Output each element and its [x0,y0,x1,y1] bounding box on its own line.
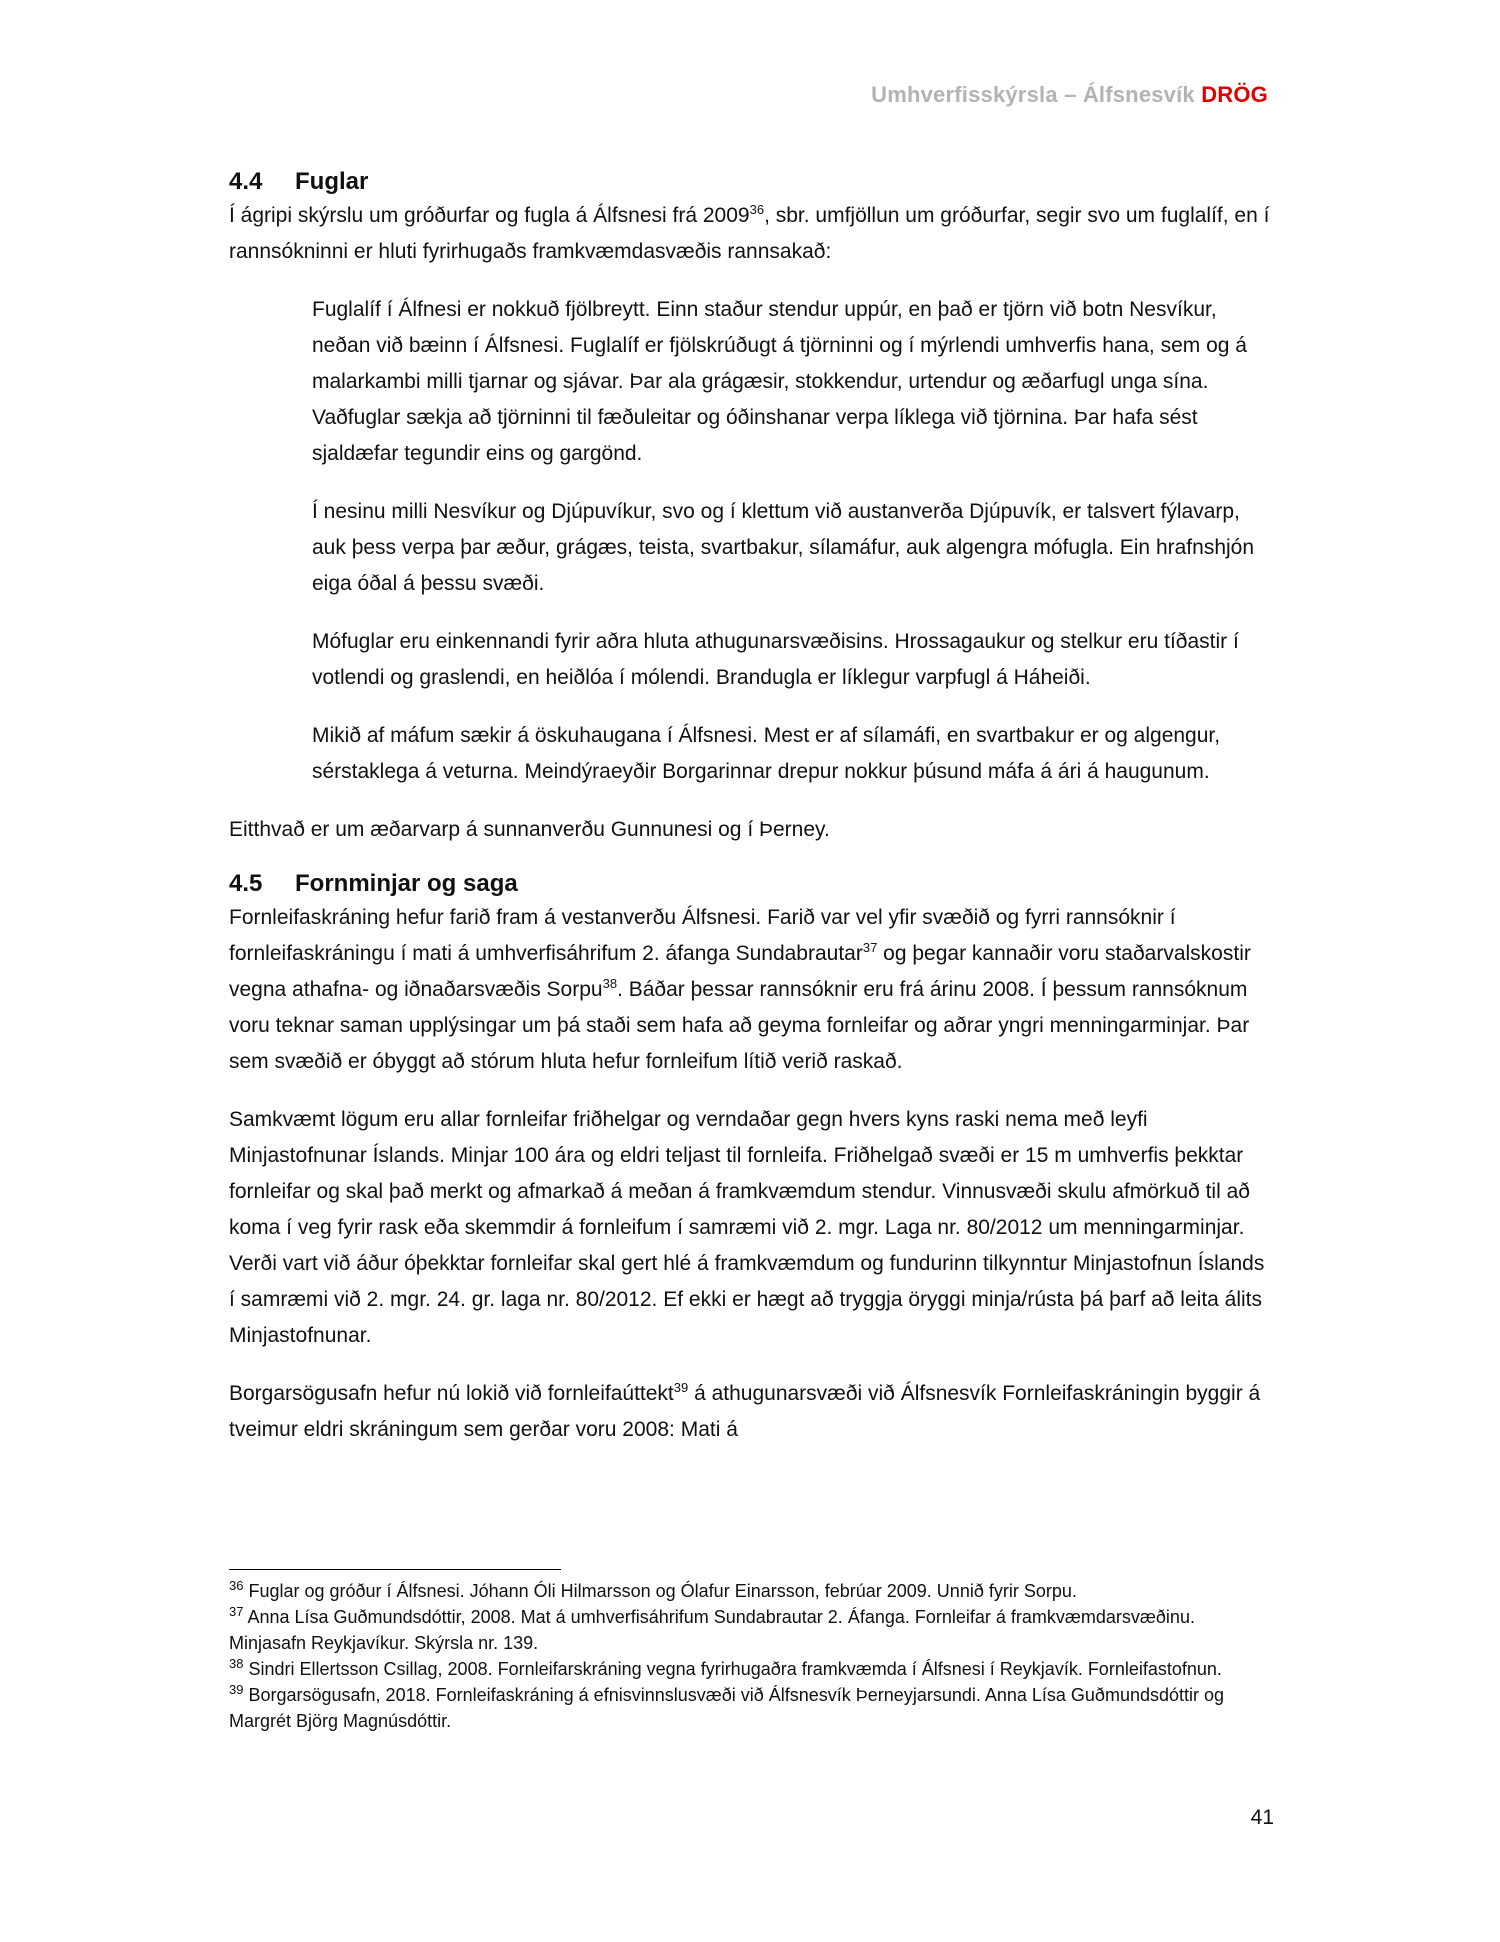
footnote-number: 39 [229,1682,244,1697]
footnote-text: Fuglar og gróður í Álfsnesi. Jóhann Óli Hilmarsson og Ólafur Einarsson, febrúar 2009. Unnið fyrir Sorpu. [243,1581,1077,1601]
quote-paragraph: Mikið af máfum sækir á öskuhaugana í Álfsnesi. Mest er af sílamáfi, en svartbakur er og algengur, sérstaklega á veturna. Meindýraeyðir Borgarinnar drepur nokkur þúsund máfa á ári á haugunum. [312,724,1221,783]
intro-paragraph [229,198,1274,270]
block-quote [312,292,1274,790]
footnote [229,1604,1274,1656]
footnote-number: 36 [229,1578,244,1593]
text-run: og þegar kannaðir voru staðarvalskostir vegna athafna- og iðnaðarsvæðis Sorpu [229,942,1251,1001]
body-paragraph: Samkvæmt lögum eru allar fornleifar friðhelgar og verndaðar gegn hvers kyns raski nema með leyfi Minjastofnunar Íslands. Minjar 100 ára og eldri teljast til fornleifa. Friðhelgað svæði er 15 m umhverfis þekktar fornleifar og skal það merkt og afmarkað á meðan á framkvæmdum stendur. Vinnusvæði skulu afmörkuð til að koma í veg fyrir rask eða skemmdir á fornleifum í samræmi við 2. mgr. Laga nr. 80/2012 um menningarminjar. Verði vart við áður óþekktar fornleifar skal gert hlé á framkvæmdum og fundurinn tilkynntur Minjastofnun Íslands í samræmi við 2. mgr. 24. gr. laga nr. 80/2012. Ef ekki er hægt að tryggja öryggi minja/rústa þá þarf að leita álits Minjastofnunar. [229,1108,1265,1347]
section-heading-fornminjar [229,868,1274,900]
page-content [229,166,1274,1448]
section-number: 4.5 [229,870,263,897]
text-run: . Báðar þessar rannsóknir eru frá árinu 2008. Í þessum rannsóknum voru teknar saman upplýsingar um þá staði sem hafa að geyma fornleifar og aðrar yngri menningarminjar. Þar sem svæðið er óbyggt að stórum hluta hefur fornleifum lítið verið raskað. [229,978,1250,1073]
page-number: 41 [1250,1806,1274,1829]
text-run: , sbr. umfjöllun um gróðurfar, segir svo um fuglalíf, en í rannsókninni er hluti fyrirhugaðs framkvæmdasvæðis rannsakað: [229,204,1270,263]
quote-paragraph: Í nesinu milli Nesvíkur og Djúpuvíkur, svo og í klettum við austanverða Djúpuvík, er talsvert fýlavarp, auk þess verpa þar æður, grágæs, teista, svartbakur, sílamáfur, auk algengra mófugla. Ein hrafnshjón eiga óðal á þessu svæði. [312,500,1255,595]
closing-paragraph: Eitthvað er um æðarvarp á sunnanverðu Gunnunesi og í Þerney. [229,818,830,841]
section-title: Fornminjar og saga [295,870,518,897]
running-header [871,82,1268,108]
footnote-separator [229,1569,561,1570]
text-run: á athugunarsvæði við Álfsnesvík Fornleifaskráningin byggir á tveimur eldri skráningum sem gerðar voru 2008: Mati á [229,1382,1261,1441]
footnote-ref: 36 [749,202,765,217]
text-run: Í ágripi skýrslu um gróðurfar og fugla á Álfsnesi frá 2009 [229,204,750,227]
text-run: Borgarsögusafn hefur nú lokið við fornleifaúttekt [229,1382,674,1405]
footnote-ref: 39 [673,1380,689,1395]
footnote-ref: 37 [862,940,878,955]
header-title: Umhverfisskýrsla – Álfsnesvík [871,82,1195,107]
quote-paragraph: Fuglalíf í Álfnesi er nokkuð fjölbreytt. Einn staður stendur uppúr, en það er tjörn við botn Nesvíkur, neðan við bæinn í Álfsnesi. Fuglalíf er fjölskrúðugt á tjörninni og í mýrlendi umhverfis hana, sem og á malarkambi milli tjarnar og sjávar. Þar ala grágæsir, stokkendur, urtendur og æðarfugl unga sína. Vaðfuglar sækja að tjörninni til fæðuleitar og óðinshanar verpa líklega við tjörnina. Þar hafa sést sjaldæfar tegundir eins og gargönd. [312,298,1247,465]
footnote [229,1656,1274,1682]
footnote [229,1682,1274,1734]
text-run: Fornleifaskráning hefur farið fram á vestanverðu Álfsnesi. Farið var vel yfir svæðið og fyrri rannsóknir í fornleifaskráningu í mati á umhverfisáhrifum 2. áfanga Sundabrautar [229,906,1176,965]
draft-label: DRÖG [1201,82,1268,107]
footnote-number: 37 [229,1604,244,1619]
body-paragraph [229,900,1274,1080]
section-number: 4.4 [229,168,263,195]
footnote [229,1578,1274,1604]
section-title: Fuglar [295,168,369,195]
footnote-text: Borgarsögusafn, 2018. Fornleifaskráning á efnisvinnslusvæði við Álfsnesvík Þerneyjarsundi. Anna Lísa Guðmundsdóttir og Margrét Björg Magnúsdóttir. [229,1685,1225,1731]
footnote-text: Sindri Ellertsson Csillag, 2008. Fornleifarskráning vegna fyrirhugaðra framkvæmda í Álfsnesi í Reykjavík. Fornleifastofnun. [243,1659,1222,1679]
footnote-text: Anna Lísa Guðmundsdóttir, 2008. Mat á umhverfisáhrifum Sundabrautar 2. Áfanga. Fornleifar á framkvæmdarsvæðinu. Minjasafn Reykjavíkur. Skýrsla nr. 139. [229,1607,1195,1653]
section-heading-fuglar [229,166,1274,198]
footnote-number: 38 [229,1656,244,1671]
footnotes [229,1578,1274,1734]
quote-paragraph: Mófuglar eru einkennandi fyrir aðra hluta athugunarsvæðisins. Hrossagaukur og stelkur eru tíðastir í votlendi og graslendi, en heiðlóa í mólendi. Brandugla er líklegur varpfugl á Háheiði. [312,630,1239,689]
footnote-ref: 38 [602,976,618,991]
body-paragraph [229,1376,1274,1448]
